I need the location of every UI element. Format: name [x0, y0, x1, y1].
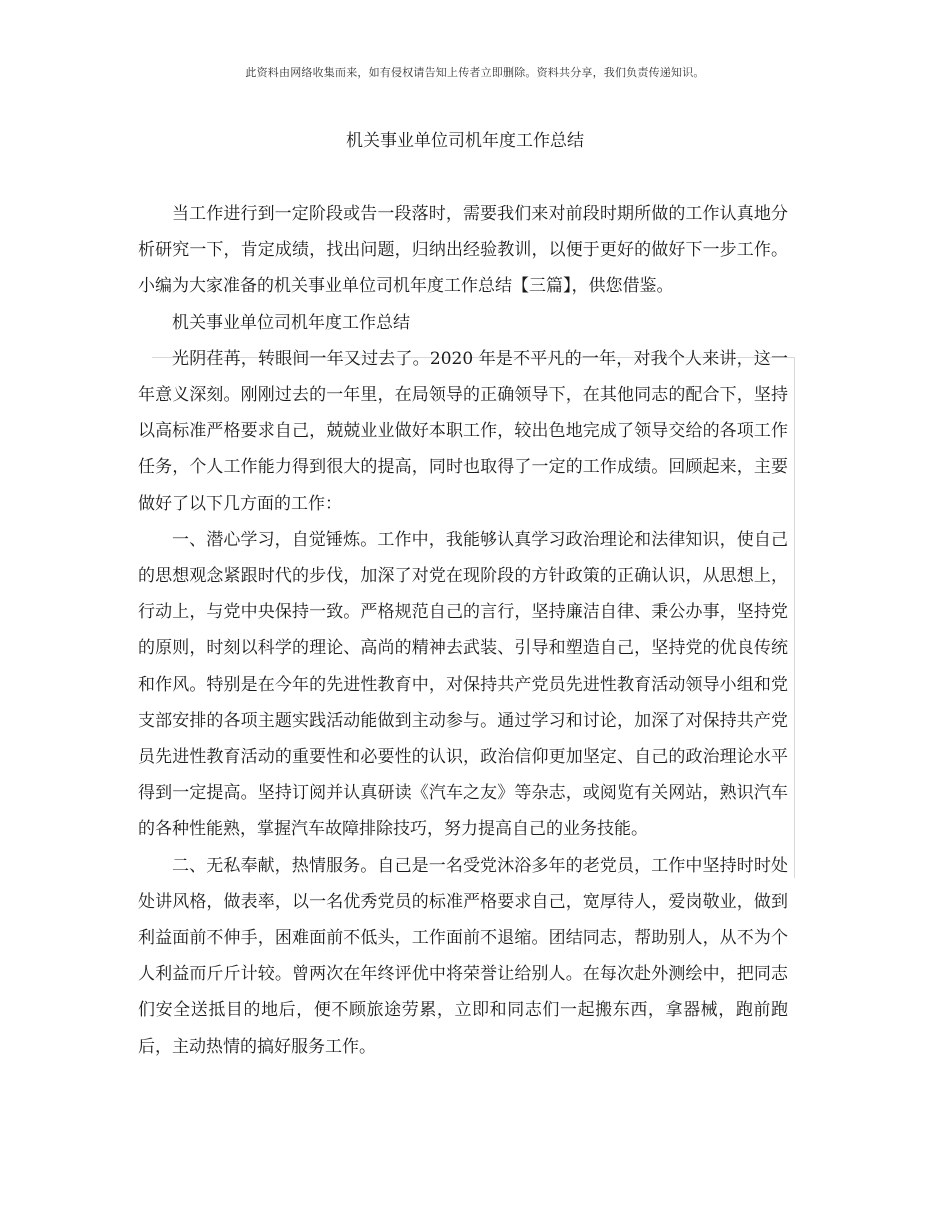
- body-paragraph: 一、潜心学习，自觉锤炼。工作中，我能够认真学习政治理论和法律知识，使自己的思想观念紧跟时代的步伐，加深了对党在现阶段的方针政策的正确认识，从思想上，行动上，与党中央保持一致。严格规范自己的言行，坚持廉洁自律、秉公办事，坚持党的原则，时刻以科学的理论、高尚的精神去武装、引导和塑造自己，坚持党的优良传统和作风。特别是在今年的先进性教育中，对保持共产党员先进性教育活动领导小组和党支部安排的各项主题实践活动能做到主动参与。通过学习和讨论，加深了对保持共产党员先进性教育活动的重要性和必要性的认识，政治信仰更加坚定、自己的政治理论水平得到一定提高。坚持订阅并认真研读《汽车之友》等杂志，或阅览有关网站，熟识汽车的各种性能熟，掌握汽车故障排除技巧，努力提高自己的业务技能。: [138, 529, 788, 840]
- intro-paragraph: 当工作进行到一定阶段或告一段落时，需要我们来对前段时期所做的工作认真地分析研究一下，肯定成绩，找出问题，归纳出经验教训，以便于更好的做好下一步工作。小编为大家准备的机关事业单位司机年度工作总结【三篇】，供您借鉴。: [138, 204, 788, 297]
- document-title: 机关事业单位司机年度工作总结: [346, 131, 584, 151]
- section-subtitle: 机关事业单位司机年度工作总结: [172, 312, 410, 333]
- header-disclaimer: 此资料由网络收集而来，如有侵权请告知上传者立即删除。资料共分享，我们负责传递知识。: [245, 66, 705, 79]
- body-paragraph: 光阴荏苒，转眼间一年又过去了。2020 年是不平凡的一年，对我个人来讲，这一年意义深刻。刚刚过去的一年里，在局领导的正确领导下，在其他同志的配合下，坚持以高标准严格要求自己，兢兢业业做好本职工作，较出色地完成了领导交给的各项工作任务，个人工作能力得到很大的提高，同时也取得了一定的工作成绩。回顾起来，主要做好了以下几方面的工作：: [138, 348, 788, 514]
- body-paragraph: 二、无私奉献，热情服务。自己是一名受党沐浴多年的老党员，工作中坚持时时处处讲风格，做表率，以一名优秀党员的标准严格要求自己，宽厚待人，爱岗敬业，做到利益面前不伸手，困难面前不低头，工作面前不退缩。团结同志，帮助别人，从不为个人利益而斤斤计较。曾两次在年终评优中将荣誉让给别人。在每次赴外测绘中，把同志们安全送抵目的地后，便不顾旅途劳累，立即和同志们一起搬东西，拿器械，跑前跑后，主动热情的搞好服务工作。: [138, 855, 788, 1057]
- document-body: [138, 196, 788, 1065]
